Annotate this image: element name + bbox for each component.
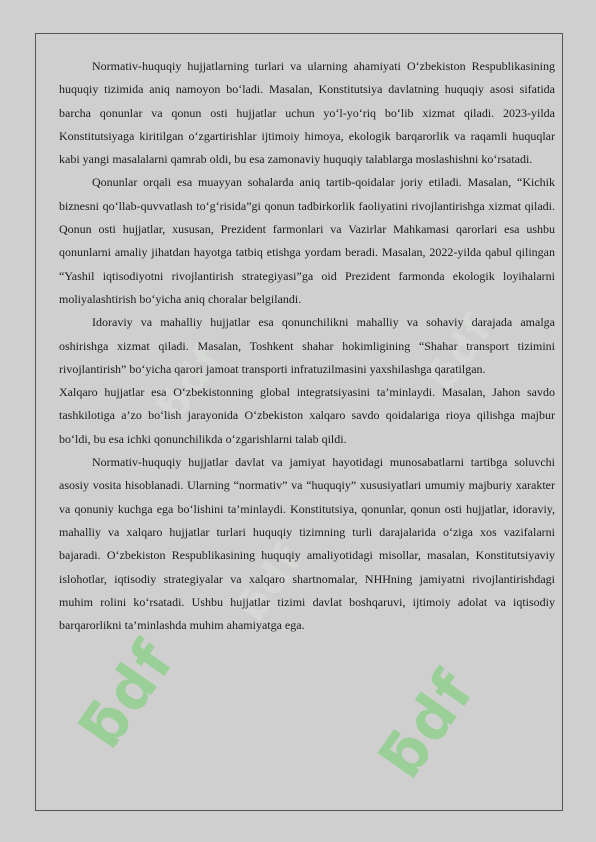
watermark: ƃdf: [228, 536, 313, 630]
paragraph: Qonunlar orqali esa muayyan sohalarda aniq tartib-qoidalar joriy etiladi. Masalan, “Kichik biznesni qo‘llab-quvvatlash to‘g‘risida”gi qonun tadbirkorlik faoliyatini rivojlantirishga xizmat qiladi. Qonun osti hujjatlar, xususan, Prezident farmonlari va Vazirlar Mahkamasi qarorlari esa ushbu qonunlarni amaliy jihatdan hayotga tatbiq etishga yordam beradi. Masalan, 2022-yilda qabul qilingan “Yashil iqtisodiyotni rivojlantirish strategiyasi”ga oid Prezident farmonda ekologik loyihalarni moliyalashtirish bo‘yicha aniq choralar belgilandi.: [59, 175, 555, 306]
watermark: ƃdf: [366, 657, 488, 791]
watermark: ƃdf: [148, 336, 233, 430]
watermark: ƃdf: [66, 627, 188, 761]
paragraph: Normativ-huquqiy hujjatlar davlat va jamiyat hayotidagi munosabatlarni tartibga soluvchi asosiy vosita hisoblanadi. Ularning “normativ” va “huquqiy” xususiyatlari umumiy majburiy xarakter va qonuniy kuchga ega bo‘lishini ta’minlaydi. Konstitutsiya, qonunlar, qonun osti hujjatlar, idoraviy, mahalliy va xalqaro hujjatlar turlari huquqiy tizimning turli darajalarida o‘ziga xos vazifalarni bajaradi. O‘zbekiston Respublikasining huquqiy amaliyotidagi misollar, masalan, Konstitutsiyaviy islohotlar, iqtisodiy strategiyalar va xalqaro shartnomalar, NHHning jamiyatni rivojlantirishdagi muhim rolini ko‘rsatadi. Ushbu hujjatlar tizimi davlat boshqaruvi, ijtimoiy adolat va iqtisodiy barqarorlikni ta’minlashda muhim ahamiyatga ega.: [59, 455, 555, 633]
body-text: [59, 55, 555, 637]
paragraph: Idoraviy va mahalliy hujjatlar esa qonunchilikni mahalliy va sohaviy darajada amalga oshirishga xizmat qiladi. Masalan, Toshkent shahar hokimligining “Shahar transport tizimini rivojlantirish” bo‘yicha qarori jamoat transporti infratuzilmasini yaxshilashga qaratilgan.: [59, 315, 555, 376]
paragraph: Normativ-huquqiy hujjatlarning turlari va ularning ahamiyati O‘zbekiston Respublikasining huquqiy tizimida aniq namoyon bo‘ladi. Masalan, Konstitutsiya davlatning huquqiy asosi sifatida barcha qonunlar va qonun osti hujjatlar uchun yo‘l-yo‘riq bo‘lib xizmat qiladi. 2023-yilda Konstitutsiyaga kiritilgan o‘zgartirishlar ijtimoiy himoya, ekologik barqarorlik va raqamli huquqlar kabi yangi masalalarni qamrab oldi, bu esa zamonaviy huquqiy talablarga moslashishni ko‘rsatadi.: [59, 59, 555, 167]
paragraph: Xalqaro hujjatlar esa O‘zbekistonning global integratsiyasini ta’minlaydi. Masalan, Jahon savdo tashkilotiga a’zo bo‘lish jarayonida O‘zbekiston xalqaro savdo qoidalariga rioya qilishga majbur bo‘ldi, bu esa ichki qonunchilikda o‘zgarishlarni talab qildi.: [59, 385, 555, 446]
watermark: ƃdf: [418, 306, 503, 400]
